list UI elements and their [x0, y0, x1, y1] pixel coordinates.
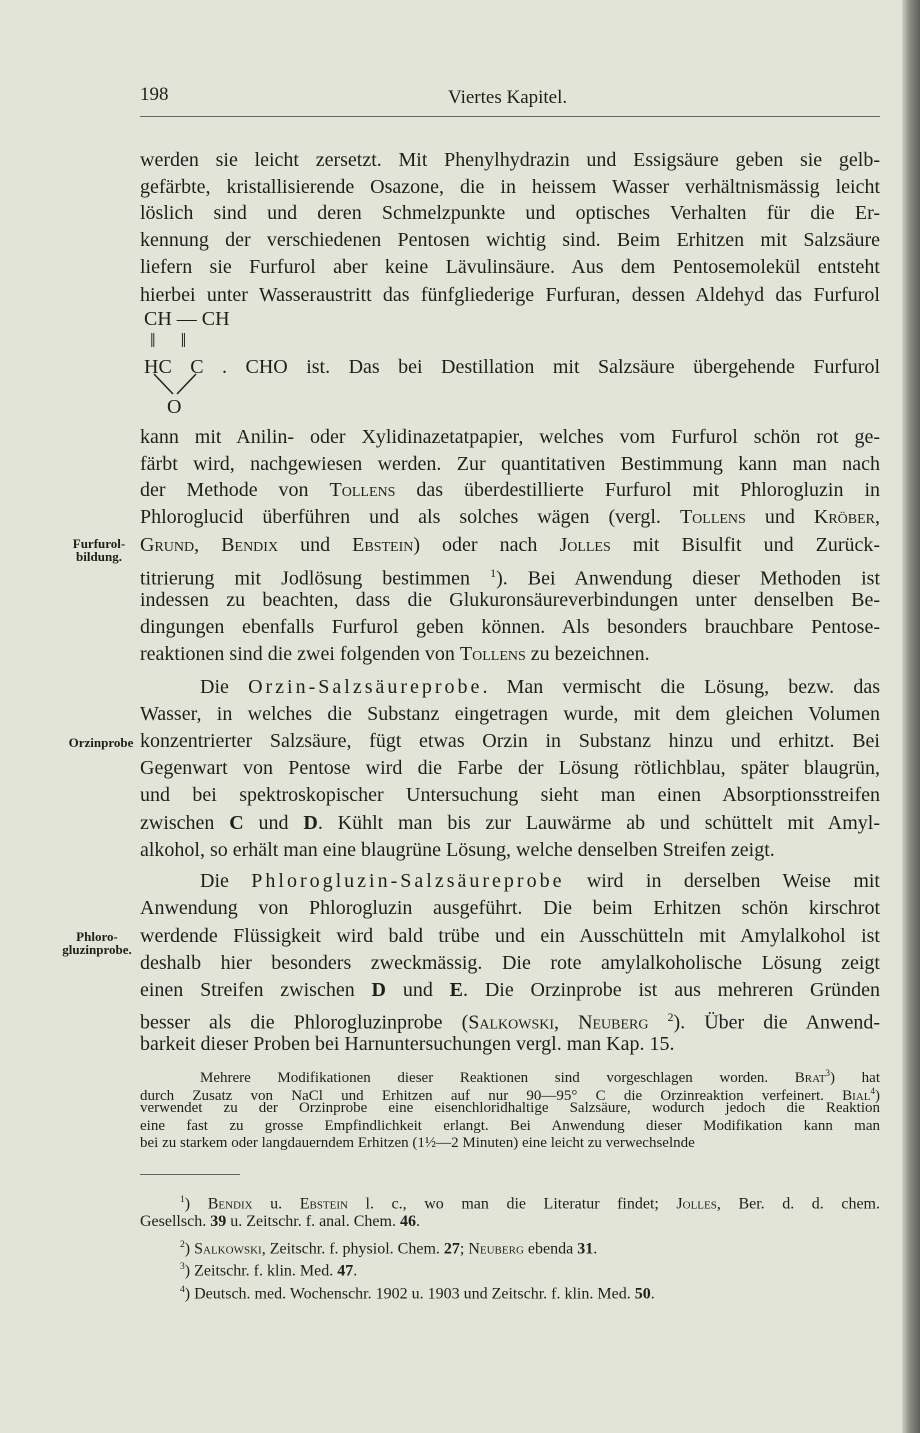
text-line [200, 868, 880, 894]
text-line [180, 1257, 880, 1281]
text-line: HC C . CHO ist. Das bei Destillation mit Salzsäure übergehende Furfurol [144, 356, 880, 378]
text-segment: und [386, 979, 450, 1001]
text-segment: ) [184, 1195, 208, 1213]
text-segment: l. c., wo man die Literatur findet; [347, 1195, 677, 1213]
text-segment: ) Deutsch. med. Wochenschr. 1902 u. 1903 und Zeitschr. f. klin. Med. [184, 1285, 635, 1303]
text-segment: und [243, 812, 304, 834]
text-segment: das überdestillierte Furfurol mit Phlorogluzin in [395, 479, 880, 501]
footnote-rule [140, 1174, 240, 1175]
author-name: Neuberg [578, 1011, 649, 1034]
text-segment: ). Bei Anwendung dieser Methoden ist [496, 567, 880, 590]
text-line: deshalb hier besonders zweckmässig. Die rote amylalkoholische Lösung zeigt [140, 952, 880, 974]
author-name: Salkowski [194, 1240, 262, 1258]
formula-bonds: ‖ ‖ [150, 330, 187, 352]
text-segment: , Ber. d. d. chem. [716, 1195, 880, 1213]
text-line: Gegenwart von Pentose wird die Farbe der Lösung rötlichblau, später blaugrün, [140, 757, 880, 779]
text-line [180, 1280, 880, 1304]
text-segment: titrierung mit Jodlösung bestimmen [140, 567, 491, 590]
text-segment: reaktionen sind die zwei folgenden von [140, 643, 460, 665]
author-name: Salkowski [468, 1011, 555, 1034]
header-rule [140, 116, 880, 117]
text-segment: Phloroglucid überführen und als solches wägen (vergl. [140, 506, 680, 528]
text-segment: einen Streifen zwischen [140, 979, 372, 1001]
text-line: bei zu starkem oder langdauerndem Erhitzen (1½—2 Minuten) eine leicht zu verwechselnde [140, 1135, 695, 1151]
text-line: eine fast zu grosse Empfindlichkeit erlangt. Bei Anwendung dieser Modifikation kann man [140, 1118, 880, 1134]
author-name: Tollens [459, 643, 526, 665]
text-segment: Die [200, 676, 249, 698]
author-name: Kröber [813, 506, 876, 528]
author-name: Grund [140, 534, 195, 556]
author-name: Bial [842, 1088, 871, 1104]
author-name: Ebstein [299, 1195, 348, 1213]
text-segment: zwischen [140, 812, 230, 834]
text-segment: mit Bisulfit und Zurück- [610, 534, 881, 556]
text-segment: und [278, 534, 353, 556]
footnote-ref: 3 [825, 1068, 831, 1078]
footnote-ref: 1 [490, 566, 497, 580]
text-line: dingungen ebenfalls Furfurol geben können. Als besonders brauchbare Pentose- [140, 616, 880, 638]
text-segment: . Kühlt man bis zur Lauwärme ab und schüttelt mit Amyl- [317, 812, 880, 834]
page-number: 198 [140, 84, 169, 105]
text-line [140, 977, 880, 1003]
text-line: färbt wird, nachgewiesen werden. Zur quantitativen Bestimmung kann man nach [140, 453, 880, 475]
text-segment: . [650, 1285, 655, 1303]
text-segment: , [194, 534, 222, 556]
text-line: und bei spektroskopischer Untersuchung sieht man einen Absorptionsstreifen [140, 784, 880, 806]
text-line: gefärbte, kristallisierende Osazone, die in heissem Wasser verhältnismässig leicht [140, 176, 880, 198]
margin-note-line: Furfurol- [72, 536, 126, 551]
margin-note-line: gluzinprobe. [62, 942, 132, 957]
text-line: barkeit dieser Proben bei Harnuntersuchungen vergl. man Kap. 15. [140, 1033, 675, 1055]
text-segment: , [554, 1011, 579, 1034]
author-name: Tollens [329, 479, 396, 501]
footnote-ref: 2 [667, 1010, 674, 1024]
text-line: löslich sind und deren Schmelzpunkte und optisches Verhalten für die Er- [140, 202, 880, 224]
text-segment: ) [875, 1088, 880, 1104]
footnote-ref: 1 [180, 1194, 185, 1205]
text-line: alkohol, so erhält man eine blaugrüne Lösung, welche denselben Streifen zeigt. [140, 839, 775, 861]
text-segment: ) hat [830, 1070, 880, 1086]
text-line: werden sie leicht zersetzt. Mit Phenylhydrazin und Essigsäure geben sie gelb- [140, 149, 880, 171]
text-segment: Phlorogluzin-Salzsäureprobe [251, 870, 565, 892]
text-segment: , [875, 506, 881, 528]
text-segment: ) oder nach [413, 534, 560, 556]
author-name: Brat [794, 1070, 826, 1086]
text-line [140, 641, 880, 667]
text-segment: besser als die Phlorogluzinprobe ( [140, 1011, 469, 1034]
text-segment: wird in derselben Weise mit [564, 870, 880, 892]
text-segment: 50 [634, 1285, 651, 1303]
author-name: Ebstein [352, 534, 414, 556]
text-line: Wasser, in welches die Substanz eingetragen wurde, mit dem gleichen Volumen [140, 703, 880, 725]
text-segment: Mehrere Modifikationen dieser Reaktionen sind vorgeschlagen worden. [200, 1070, 795, 1086]
footnote-ref: 2 [180, 1239, 185, 1250]
text-line [140, 810, 880, 836]
text-segment: zu bezeichnen. [525, 643, 650, 665]
text-segment: ) Zeitschr. f. klin. Med. [184, 1262, 338, 1280]
text-segment: u. Zeitschr. f. anal. Chem. [226, 1213, 400, 1230]
text-line: kann mit Anilin- oder Xylidinazetatpapier, welches vom Furfurol schön rot ge- [140, 426, 880, 448]
formula-oxygen: O [167, 396, 182, 418]
text-segment: ). Über die Anwend- [673, 1011, 881, 1034]
text-line [180, 1190, 880, 1214]
text-segment: 39 [210, 1213, 227, 1230]
text-line: kennung der verschiedenen Pentosen wichtig sind. Beim Erhitzen mit Salzsäure [140, 229, 880, 251]
margin-note-orzin: Orzinprobe [68, 735, 134, 750]
text-line: hierbei unter Wasseraustritt das fünfgliederige Furfuran, dessen Aldehyd das Furfurol [140, 284, 880, 306]
text-segment: ) [184, 1240, 195, 1258]
author-name: Tollens [679, 506, 746, 528]
author-name: Neuberg [468, 1240, 524, 1258]
author-name: Jolles [676, 1195, 717, 1213]
formula-top: CH — CH [144, 308, 230, 330]
author-name: Jolles [559, 534, 611, 556]
text-line [200, 674, 880, 700]
text-segment: D [303, 812, 318, 834]
book-binding-edge [902, 0, 920, 1433]
text-segment: 31 [577, 1240, 594, 1258]
text-line [180, 1235, 880, 1259]
text-line: indessen zu beachten, dass die Glukuronsäureverbindungen unter denselben Be- [140, 589, 880, 611]
text-line: werdende Flüssigkeit wird bald trübe und ein Ausschütteln mit Amylalkohol ist [140, 925, 880, 947]
text-line [140, 532, 880, 558]
margin-note-line: bildung. [76, 549, 122, 564]
text-segment: . Die Orzinprobe ist aus mehreren Gründen [463, 979, 881, 1001]
margin-note-furfurol [60, 537, 138, 563]
text-segment: ebenda [523, 1240, 578, 1258]
text-segment: der Methode von [140, 479, 330, 501]
text-segment: . [415, 1213, 420, 1230]
text-segment: u. [252, 1195, 300, 1213]
text-segment: . [593, 1240, 598, 1258]
running-title: Viertes Kapitel. [448, 87, 568, 108]
text-segment: Orzin-Salzsäureprobe [248, 676, 483, 698]
text-segment: D [371, 979, 386, 1001]
text-line: verwendet zu der Orzinprobe eine eisenchloridhaltige Salzsäure, wodurch jedoch die Reaktion [140, 1100, 880, 1116]
text-segment: , Zeitschr. f. physiol. Chem. [261, 1240, 444, 1258]
text-segment: durch Zusatz von NaCl und Erhitzen auf nur 90—95° C die Orzinreaktion verfeinert. [140, 1088, 843, 1104]
text-line [140, 1212, 880, 1232]
text-segment: Die [200, 870, 252, 892]
text-line: Anwendung von Phlorogluzin ausgeführt. Die beim Erhitzen schön kirschrot [140, 897, 880, 919]
margin-note-phloro [58, 930, 136, 956]
text-segment: 27 [443, 1240, 460, 1258]
text-segment: Gesellsch. [140, 1213, 211, 1230]
text-segment: E [449, 979, 464, 1001]
text-line: liefern sie Furfurol aber keine Lävulinsäure. Aus dem Pentosemolekül entsteht [140, 256, 880, 278]
author-name: Bendix [207, 1195, 253, 1213]
margin-note-line: Phloro- [76, 929, 118, 944]
text-segment: C [229, 812, 244, 834]
text-line [140, 477, 880, 503]
text-segment: . [353, 1262, 358, 1280]
text-segment: und [745, 506, 814, 528]
author-name: Bendix [221, 534, 279, 556]
text-segment: . Man vermischt die Lösung, bezw. das [482, 676, 880, 698]
text-segment: ; [459, 1240, 469, 1258]
footnote-ref: 4 [180, 1284, 185, 1295]
text-segment: 47 [337, 1262, 354, 1280]
footnote-ref: 3 [180, 1261, 185, 1272]
text-line: konzentrierter Salzsäure, fügt etwas Orzin in Substanz hinzu und erhitzt. Bei [140, 730, 880, 752]
footnote-ref: 4 [870, 1086, 875, 1096]
text-line [140, 504, 880, 530]
text-segment: 46 [399, 1213, 416, 1230]
